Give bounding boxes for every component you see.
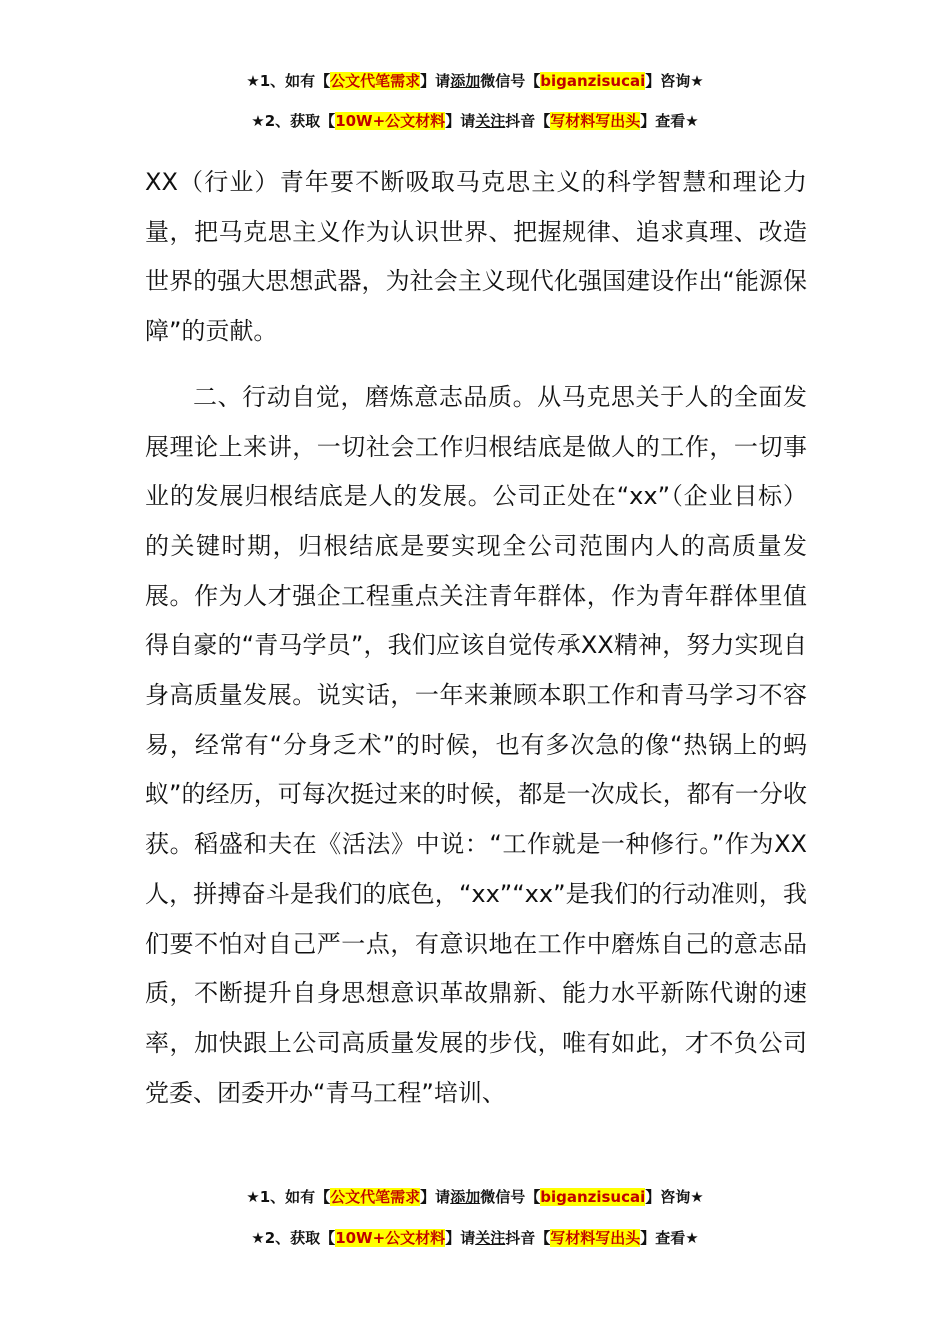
promo-text: 】咨询★ — [645, 1188, 704, 1206]
promo-highlight: 写材料写出头 — [550, 1229, 641, 1247]
promo-underline: 添加 — [450, 1188, 481, 1206]
promo-underline: 关注 — [475, 112, 506, 130]
promo-highlight: biganzisucai — [540, 72, 646, 90]
paragraph-2: 二、行动自觉，磨炼意志品质。从马克思关于人的全面发展理论上来讲，一切社会工作归根结底是做人的工作，一切事业的发展归根结底是人的发展。公司正处在“xx”（企业目标）的关键时期，归根结底是要实现全公司范围内人的高质量发展。作为人才强企工程重点关注青年群体，作为青年群体里值得自豪的“青马学员”，我们应该自觉传承XX精神，努力实现自身高质量发展。说实话，一年来兼顾本职工作和青马学习不容易，经常有“分身乏术”的时候，也有多次急的像“热锅上的蚂蚁”的经历，可每次挺过来的时候，都是一次成长，都有一分收获。稻盛和夫在《活法》中说：“工作就是一种修行。”作为XX人，拼搏奋斗是我们的底色，“xx”“xx”是我们的行动准则，我们要不怕对自己严一点，有意识地在工作中磨炼自己的意志品质，不断提升自身思想意识革故鼎新、能力水平新陈代谢的速率，加快跟上公司高质量发展的步伐，唯有如此，才不负公司党委、团委开办“青马工程”培训、 — [145, 382, 807, 1107]
promo-text: 抖音【 — [505, 112, 551, 130]
promo-highlight: 写材料写出头 — [550, 112, 641, 130]
promo-highlight: 10W+公文材料 — [335, 1229, 446, 1247]
promo-text: 】请 — [420, 72, 451, 90]
promo-text: ★2、获取【 — [251, 112, 336, 130]
document-body — [145, 158, 807, 1118]
header-promo-line-1 — [0, 70, 950, 92]
promo-text: 】请 — [445, 112, 476, 130]
promo-highlight: 公文代笔需求 — [330, 1188, 421, 1206]
promo-underline: 添加 — [450, 72, 481, 90]
promo-highlight: 10W+公文材料 — [335, 112, 446, 130]
promo-text: 微信号【 — [480, 1188, 541, 1206]
footer-promo-line-2 — [0, 1227, 950, 1249]
promo-text: 】请 — [420, 1188, 451, 1206]
footer-promo-line-1 — [0, 1186, 950, 1208]
promo-highlight: 公文代笔需求 — [330, 72, 421, 90]
promo-text: 】请 — [445, 1229, 476, 1247]
promo-text: 】查看★ — [640, 1229, 699, 1247]
header-promo-line-2 — [0, 110, 950, 132]
promo-highlight: biganzisucai — [540, 1188, 646, 1206]
promo-text: 微信号【 — [480, 72, 541, 90]
promo-text: ★2、获取【 — [251, 1229, 336, 1247]
promo-underline: 关注 — [475, 1229, 506, 1247]
paragraph-1: XX（行业）青年要不断吸取马克思主义的科学智慧和理论力量，把马克思主义作为认识世界、把握规律、追求真理、改造世界的强大思想武器，为社会主义现代化强国建设作出“能源保障”的贡献。 — [145, 168, 807, 346]
promo-text: ★1、如有【 — [246, 72, 331, 90]
promo-text: 】咨询★ — [645, 72, 704, 90]
promo-text: 抖音【 — [505, 1229, 551, 1247]
promo-text: 】查看★ — [640, 112, 699, 130]
promo-text: ★1、如有【 — [246, 1188, 331, 1206]
